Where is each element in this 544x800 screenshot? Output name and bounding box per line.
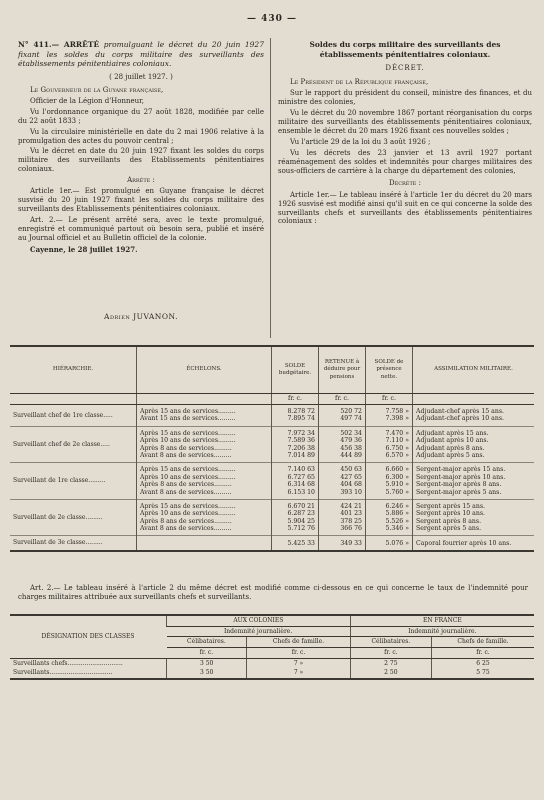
echelons-line: Après 8 ans de services......... xyxy=(140,517,232,525)
signature: Adrien JUVANON. xyxy=(104,312,178,321)
echelons-line: Après 15 ans de services......... xyxy=(140,429,236,437)
solde-cell xyxy=(272,426,319,463)
solde-cell xyxy=(272,499,319,536)
rate-cell: 5 75 xyxy=(431,668,534,679)
assim-line: Adjudant après 8 ans. xyxy=(416,444,485,452)
assim-cell xyxy=(413,426,535,463)
echelons-line: Après 15 ans de services......... xyxy=(140,408,236,415)
right-p3: Vu le décret du 20 novembre 1867 portant réorganisation du corps militaire des surveillants des établissements pénitentiaires coloniaux, ensemble le décret du 20 mars 1926 fixant ces nouvelles soldes ; xyxy=(278,109,532,135)
retenue-line: 479 36 xyxy=(340,437,362,445)
nette-line: 5.346 » xyxy=(385,525,409,533)
assim-cell xyxy=(413,405,535,427)
unit-cell: fr. c. xyxy=(167,648,247,659)
left-p4: Vu la circulaire ministérielle en date du 2 mai 1906 relative à la promulgation des actes du pouvoir central ; xyxy=(18,127,264,145)
rate-cell: 7 » xyxy=(247,658,350,668)
left-p2: Officier de la Légion d'Honneur, xyxy=(30,96,144,105)
assim-line: Sergent-major après 10 ans. xyxy=(416,473,506,481)
decret-label: DÉCRET. xyxy=(385,64,425,73)
nette-cell xyxy=(366,463,413,500)
left-p3: Vu l'ordonnance organique du 27 août 1828, modifiée par celle du 22 août 1833 ; xyxy=(18,107,264,125)
table-row xyxy=(10,426,534,463)
assim-line: Adjudant-chef après 10 ans. xyxy=(416,415,504,423)
left-column xyxy=(18,40,264,340)
echelons-cell xyxy=(137,536,272,551)
assim-line: Adjudant après 15 ans. xyxy=(416,429,489,437)
unit-row xyxy=(10,394,534,405)
nette-cell xyxy=(366,536,413,551)
retenue-line: 393 10 xyxy=(340,488,362,496)
solde-cell xyxy=(272,463,319,500)
solde-cell xyxy=(272,405,319,427)
unit-cell: fr. c. xyxy=(431,648,534,659)
chefs-famille-france: Chefs de famille. xyxy=(431,637,534,648)
col-aux-colonies: AUX COLONIES xyxy=(167,615,351,626)
echelons-line: Après 8 ans de services......... xyxy=(140,444,232,452)
table-row xyxy=(10,463,534,500)
nette-line: 5.910 » xyxy=(385,481,409,489)
retenue-cell xyxy=(319,536,366,551)
echelons-line: Après 10 ans de services......... xyxy=(140,437,236,445)
col-echelons: ÉCHELONS. xyxy=(137,346,272,394)
arrete-subject: promulguant le décret du 20 juin 1927 fixant les soldes du corps militaire des surveillants des établissements pénitentiaires coloniaux. xyxy=(18,40,264,69)
retenue-line: 450 63 xyxy=(340,466,362,474)
echelons-line: Après 15 ans de services......... xyxy=(140,502,236,510)
nette-line: 6.246 » xyxy=(385,502,409,510)
unit-cell: fr. c. xyxy=(350,648,431,659)
assim-cell xyxy=(413,536,535,551)
nette-line: 7.758 » xyxy=(385,408,409,415)
nette-cell xyxy=(366,426,413,463)
right-p1: Le Président de la République française, xyxy=(290,78,429,87)
echelons-line: Avant 15 ans de services......... xyxy=(140,415,236,423)
retenue-line: 366 76 xyxy=(340,525,362,533)
retenue-line: 520 72 xyxy=(340,408,362,415)
assim-line: Adjudant après 10 ans. xyxy=(416,437,489,445)
rate-cell: 2 50 xyxy=(350,668,431,679)
grade-cell: Surveillant de 3e classe......... xyxy=(13,539,103,547)
assim-line: Adjudant après 5 ans. xyxy=(416,451,485,459)
solde-cell xyxy=(272,536,319,551)
table-row xyxy=(10,536,534,551)
unit-cell: fr. c. xyxy=(272,394,319,405)
col-solde: SOLDE budgétaire. xyxy=(272,346,319,394)
retenue-line: 401 23 xyxy=(340,510,362,518)
place-date: Cayenne, le 28 juillet 1927. xyxy=(30,244,138,254)
retenue-line: 349 33 xyxy=(340,539,362,547)
nette-line: 5.076 » xyxy=(385,539,409,547)
class-label: Surveillants chefs............................. xyxy=(13,659,123,667)
table-row xyxy=(10,658,534,668)
celibataires-colonies: Célibataires. xyxy=(167,637,247,648)
retenue-line: 456 38 xyxy=(340,444,362,452)
solde-line: 5.712 76 xyxy=(287,525,315,533)
rate-cell: 6 25 xyxy=(431,658,534,668)
left-art1: Article 1er.— Est promulgué en Guyane française le décret susvisé du 20 juin 1927 fixant les soldes du corps militaire des surveillants des Etablissements pénitentiaires coloniaux. xyxy=(18,187,264,214)
assim-cell xyxy=(413,463,535,500)
nette-line: 7.470 » xyxy=(385,429,409,437)
echelons-line: Après 15 ans de services......... xyxy=(140,466,236,474)
solde-line: 7.895 74 xyxy=(287,415,315,423)
nette-line: 5.886 » xyxy=(385,510,409,518)
assim-line: Sergent après 15 ans. xyxy=(416,502,485,510)
chefs-famille-colonies: Chefs de famille. xyxy=(247,637,350,648)
grade-cell: Surveillant de 1re classe......... xyxy=(13,477,106,485)
article-2-text: Art. 2.— Le tableau inséré à l'article 2 du même décret est modifié comme ci-dessous en ce qui concerne le taux de l'indemnité pour charges militaires attribuée aux surveillants chefs et surveillants. xyxy=(18,584,528,601)
echelons-cell xyxy=(137,426,272,463)
assim-line: Sergent-major après 8 ans. xyxy=(416,481,502,489)
nette-cell xyxy=(366,405,413,427)
class-label: Surveillants................................. xyxy=(13,669,113,677)
col-nette: SOLDE de présence nette. xyxy=(366,346,413,394)
article-2 xyxy=(18,584,528,604)
nette-line: 6.660 » xyxy=(385,466,409,474)
col-assimilation: ASSIMILATION MILITAIRE. xyxy=(413,346,535,394)
right-p4: Vu l'article 29 de la loi du 3 août 1926 ; xyxy=(290,137,431,146)
echelons-cell xyxy=(137,499,272,536)
grade-cell: Surveillant de 2e classe......... xyxy=(13,513,103,521)
assim-line: Caporal fourrier après 10 ans. xyxy=(416,539,512,547)
unit-cell: fr. c. xyxy=(247,648,350,659)
nette-line: 6.570 » xyxy=(385,451,409,459)
retenue-line: 404 68 xyxy=(340,481,362,489)
celibataires-france: Célibataires. xyxy=(350,637,431,648)
solde-line: 7.014 89 xyxy=(287,451,315,459)
arrete-number: N° 411.— ARRÊTÉ xyxy=(18,40,100,49)
solde-line: 7.972 34 xyxy=(287,429,315,437)
nette-line: 5.526 » xyxy=(385,517,409,525)
decree-title: Soldes du corps militaire des surveillants des établissements pénitentiaires coloniaux. xyxy=(309,40,501,59)
retenue-cell xyxy=(319,463,366,500)
arrete-date: ( 28 juillet 1927. ) xyxy=(109,72,173,81)
indemnite-colonies: Indemnité journalière. xyxy=(167,626,351,637)
unit-cell: fr. c. xyxy=(319,394,366,405)
col-retenue: RETENUE à déduire pour pensions xyxy=(319,346,366,394)
decrete-label: Décrète : xyxy=(388,178,422,187)
assim-line: Sergent après 10 ans. xyxy=(416,510,485,518)
solde-line: 6.727 65 xyxy=(287,473,315,481)
right-column xyxy=(278,40,532,228)
unit-cell: fr. c. xyxy=(366,394,413,405)
solde-line: 6.153 10 xyxy=(287,488,315,496)
rate-cell: 2 75 xyxy=(350,658,431,668)
retenue-cell xyxy=(319,405,366,427)
echelons-cell xyxy=(137,405,272,427)
rate-cell: 3 50 xyxy=(167,668,247,679)
rate-cell: 7 » xyxy=(247,668,350,679)
rate-cell: 3 50 xyxy=(167,658,247,668)
table-row xyxy=(10,668,534,679)
solde-line: 7.589 36 xyxy=(287,437,315,445)
solde-line: 6.287 23 xyxy=(287,510,315,518)
solde-line: 5.425 33 xyxy=(287,539,315,547)
table-row xyxy=(10,405,534,427)
col-en-france: EN FRANCE xyxy=(350,615,534,626)
column-divider xyxy=(270,38,271,338)
retenue-line: 497 74 xyxy=(340,415,362,423)
nette-line: 6.300 » xyxy=(385,473,409,481)
retenue-cell xyxy=(319,426,366,463)
arrete-heading xyxy=(18,40,264,69)
page-number: — 430 — xyxy=(246,14,298,24)
arrete-label: Arrête : xyxy=(127,176,155,185)
solde-line: 6.314 68 xyxy=(287,481,315,489)
right-art1: Article 1er.— Le tableau inséré à l'article 1er du décret du 20 mars 1926 susvisé est modifié ainsi qu'il suit en ce qui concerne la solde des surveillants chefs et surveillants des établissements pénitentiaires coloniaux : xyxy=(278,190,532,226)
solde-table xyxy=(10,345,534,552)
echelons-line: Avant 8 ans de services......... xyxy=(140,451,232,459)
echelons-line: Avant 8 ans de services......... xyxy=(140,488,232,496)
assim-line: Sergent après 8 ans. xyxy=(416,517,482,525)
left-art2: Art. 2.— Le présent arrêté sera, avec le texte promulgué, enregistré et communiqué partout où besoin sera, publié et inséré au Journal officiel et au Bulletin officiel de la colonie. xyxy=(18,216,264,243)
echelons-cell xyxy=(137,463,272,500)
assim-line: Adjudant-chef après 15 ans. xyxy=(416,408,504,415)
indemnite-france: Indemnité journalière. xyxy=(350,626,534,637)
assim-cell xyxy=(413,499,535,536)
retenue-line: 424 21 xyxy=(340,502,362,510)
solde-line: 5.904 25 xyxy=(287,517,315,525)
nette-line: 7.398 » xyxy=(385,415,409,423)
left-p1: Le Gouverneur de la Guyane française, xyxy=(30,85,164,94)
retenue-line: 502 34 xyxy=(340,429,362,437)
echelons-line: Avant 8 ans de services......... xyxy=(140,525,232,533)
grade-cell: Surveillant chef de 1re classe..... xyxy=(13,411,113,419)
retenue-line: 427 65 xyxy=(340,473,362,481)
echelons-line: Après 10 ans de services......... xyxy=(140,473,236,481)
retenue-line: 378 25 xyxy=(340,517,362,525)
nette-line: 7.110 » xyxy=(385,437,409,445)
solde-line: 7.206 38 xyxy=(287,444,315,452)
table-row xyxy=(10,499,534,536)
echelons-line: Après 10 ans de services......... xyxy=(140,510,236,518)
col-designation: DÉSIGNATION DES CLASSES xyxy=(10,615,167,658)
left-p5: Vu le décret en date du 20 juin 1927 fixant les soldes du corps militaire des surveillants des Etablissements pénitentiaires coloniaux. xyxy=(18,147,264,174)
assim-line: Sergent après 5 ans. xyxy=(416,525,482,533)
nette-line: 5.760 » xyxy=(385,488,409,496)
echelons-line: Après 8 ans de services......... xyxy=(140,481,232,489)
solde-line: 7.140 63 xyxy=(287,466,315,474)
retenue-line: 444 89 xyxy=(340,451,362,459)
right-p5: Vu les décrets des 23 janvier et 13 avril 1927 portant réaménagement des soldes et indemnités pour charges militaires des sous-officiers de carrière à la charge du département des colonies, xyxy=(278,148,532,175)
indemnite-table xyxy=(10,614,534,680)
retenue-cell xyxy=(319,499,366,536)
right-p2: Sur le rapport du président du conseil, ministre des finances, et du ministre des colonies, xyxy=(278,89,532,107)
grade-cell: Surveillant chef de 2e classe..... xyxy=(13,440,110,448)
solde-line: 6.670 21 xyxy=(287,502,315,510)
assim-line: Sergent-major après 15 ans. xyxy=(416,466,506,474)
nette-cell xyxy=(366,499,413,536)
assim-line: Sergent-major après 5 ans. xyxy=(416,488,502,496)
solde-line: 8.278 72 xyxy=(287,408,315,415)
col-hierarchie: HIÉRARCHIE. xyxy=(10,346,137,394)
nette-line: 6.750 » xyxy=(385,444,409,452)
